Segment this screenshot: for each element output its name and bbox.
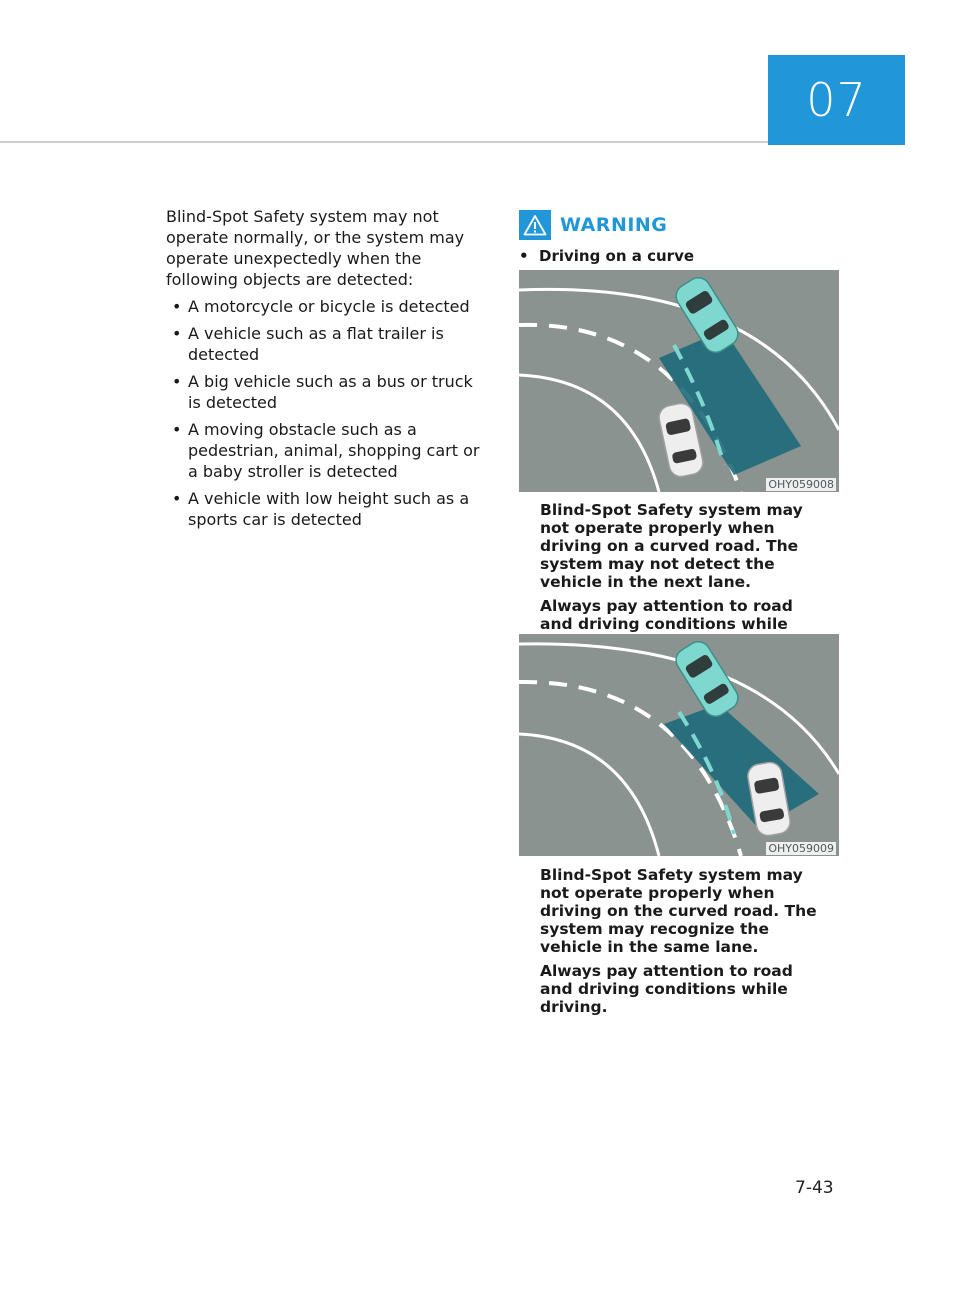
figure-caption — [540, 866, 830, 1022]
figure-code: OHY059008 — [768, 478, 834, 491]
left-column — [166, 206, 484, 536]
curve-road-illustration — [519, 634, 839, 856]
condition-list — [166, 296, 484, 530]
caption-paragraph: Blind-Spot Safety system may not operate properly when driving on the curved road. The system may recognize the vehicle in the same lane. — [540, 866, 817, 956]
list-item: • A vehicle such as a flat trailer is detected — [172, 324, 444, 364]
figure-code: OHY059009 — [768, 842, 834, 855]
warning-header — [519, 210, 844, 240]
intro-text: Blind-Spot Safety system may not operate normally, or the system may operate unexpectedly when the following objects are detected: — [166, 207, 465, 289]
list-item: • A motorcycle or bicycle is detected — [172, 297, 470, 316]
chapter-tab: 07 — [768, 55, 905, 145]
warning-bullet: • Driving on a curve — [519, 247, 695, 265]
warning-triangle-icon — [519, 210, 551, 240]
header-rule — [0, 141, 768, 143]
figure-curve-next-lane — [519, 270, 839, 492]
figure-curve-same-lane — [519, 634, 839, 856]
warning-section — [519, 210, 844, 266]
page-number: 7-43 — [795, 1178, 834, 1198]
list-item: • A moving obstacle such as a pedestrian, animal, shopping cart or a baby stroller is detected — [172, 420, 480, 481]
caption-paragraph: Always pay attention to road and driving conditions while driving. — [540, 962, 793, 1016]
bullet-icon: • — [172, 324, 182, 343]
bullet-icon: • — [172, 372, 182, 391]
warning-title: WARNING — [560, 214, 668, 236]
bullet-icon: • — [519, 247, 529, 265]
list-item: • A vehicle with low height such as a sports car is detected — [172, 489, 470, 529]
caption-paragraph: Always pay attention to road and driving conditions while — [540, 597, 793, 633]
curve-road-illustration — [519, 270, 839, 492]
bullet-icon: • — [172, 297, 182, 316]
caption-paragraph: Blind-Spot Safety system may not operate properly when driving on a curved road. The system may not detect the vehicle in the next lane. — [540, 501, 803, 591]
bullet-icon: • — [172, 489, 182, 508]
list-item: • A big vehicle such as a bus or truck is detected — [172, 372, 473, 412]
bullet-icon: • — [172, 420, 182, 439]
